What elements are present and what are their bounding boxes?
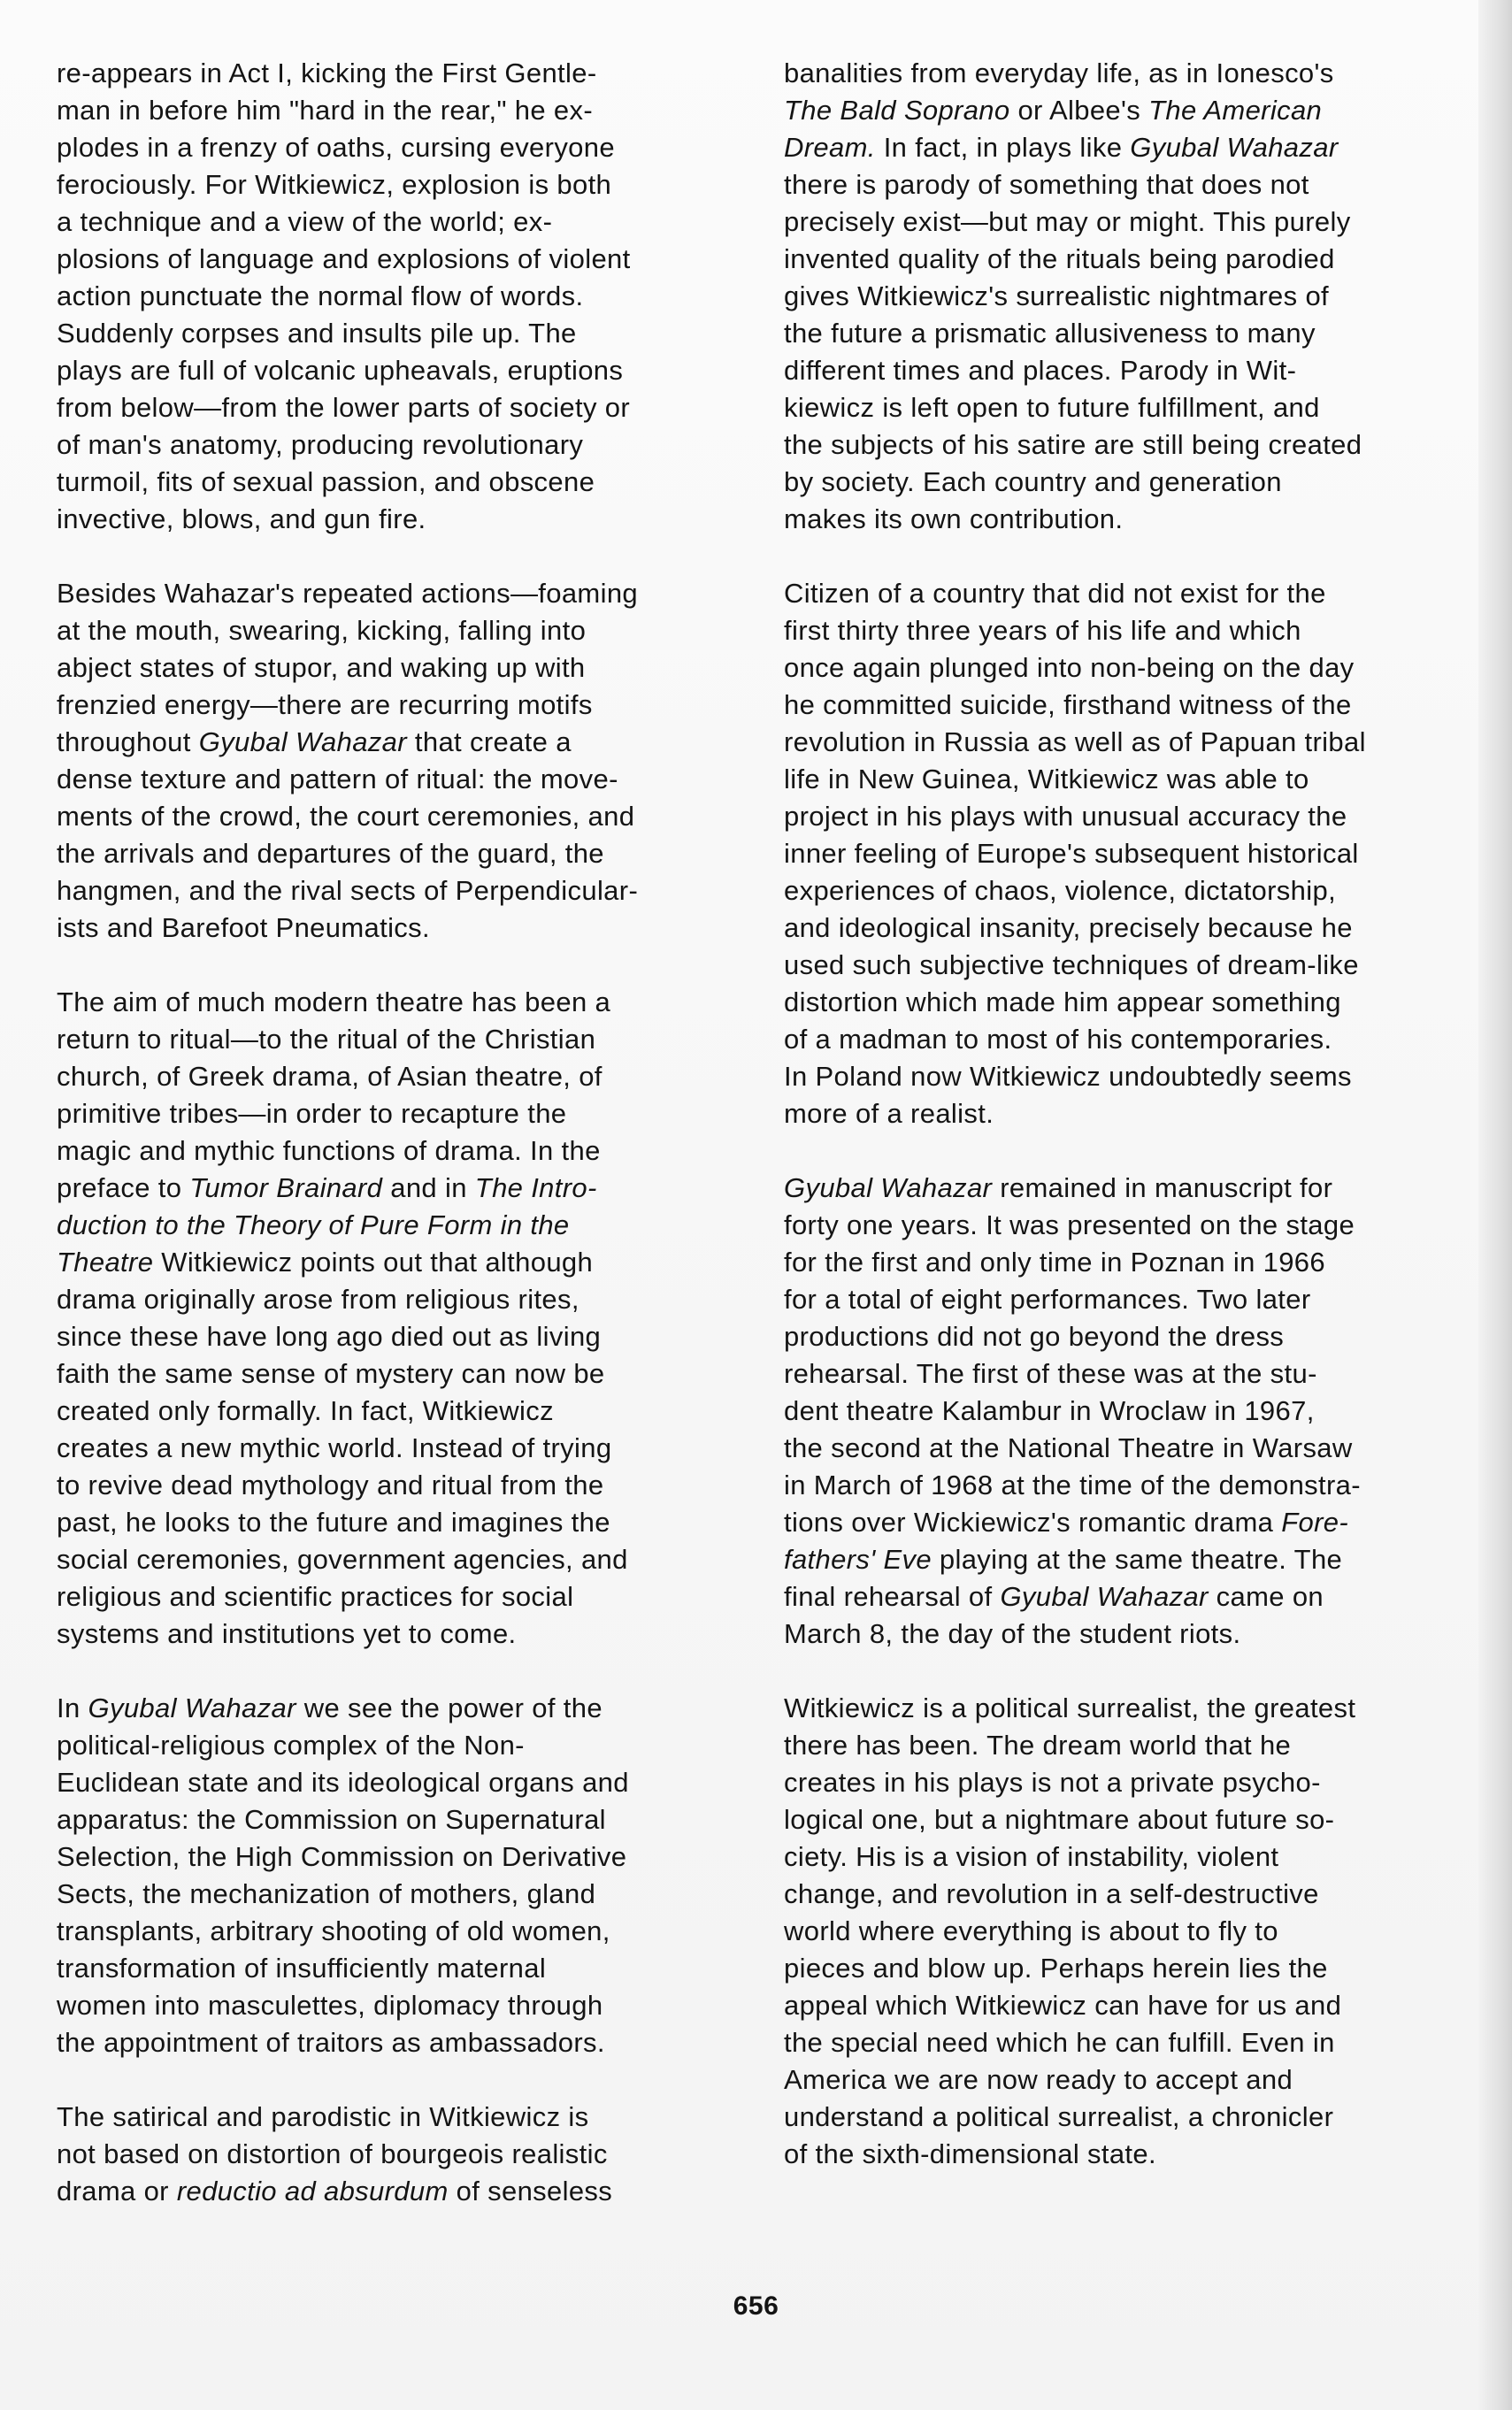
italic-title: Gyubal Wahazar xyxy=(1130,132,1339,163)
text-run: Witkiewicz points out that although drama originally arose from religious rites, since these have long ago died out as living faith the same sense of mystery can now be created only formally. In fact, Witkiewicz creates a new mythic world. Instead of trying to revive dead mythology and ritual from the past, he looks to the future and imagines the social ceremonies, government agencies, and religious and scientific practices for social systems and institutions yet to come. xyxy=(57,1247,628,1649)
paragraph-manuscript-history xyxy=(784,1170,1456,1653)
page-edge-shadow xyxy=(1478,0,1512,2410)
paragraph-citizen-of-a-country: Citizen of a country that did not exist for the first thirty three years of his life and which once again plunged into non-being on the day he committed suicide, firsthand witness of the revolution in Russia as well as of Papuan tribal life in New Guinea, Witkiewicz was able to project in his plays with unusual accuracy the inner feeling of Europe's subsequent historical experiences of chaos, violence, dictatorship, and ideological insanity, precisely because he used such subjective techniques of dream-like distortion which made him appear something of a madman to most of his contemporaries. In Poland now Witkiewicz undoubtedly seems more of a realist. xyxy=(784,578,1366,1129)
right-column xyxy=(784,55,1456,2210)
paragraph-political-surrealist: Witkiewicz is a political surrealist, the greatest there has been. The dream world that he creates in his plays is not a private psycho- logical one, but a nightmare about future so- ciety. His is a vision of instability, violent change, and revolution in a self-destructive world where everything is about to fly to pieces and blow up. Perhaps herein lies the appeal which Witkiewicz can have for us and the special need which he can fulfill. Even in America we are now ready to accept and understand a political surrealist, a chronicler of the sixth-dimensional state. xyxy=(784,1692,1356,2169)
text-run: and in xyxy=(382,1172,475,1203)
paragraph-explosions: re-appears in Act I, kicking the First Gentle- man in before him "hard in the rear," he ex- plodes in a frenzy of oaths, cursing everyone ferociously. For Witkiewicz, explosion is both a technique and a view of the world; ex- plosions of language and explosions of violent action punctuate the normal flow of words. Suddenly corpses and insults pile up. The plays are full of volcanic upheavals, eruptions from below—from the lower parts of society or of man's anatomy, producing revolutionary turmoil, fits of sexual passion, and obscene invective, blows, and gun fire. xyxy=(57,58,631,534)
paragraph-satirical-parodistic xyxy=(57,2099,729,2210)
italic-title: The Bald Soprano xyxy=(784,95,1010,126)
text-run: of senseless xyxy=(448,2176,613,2207)
page-number: 656 xyxy=(733,2291,779,2321)
paragraph-banalities xyxy=(784,55,1456,538)
paragraph-recurring-motifs xyxy=(57,575,729,947)
paragraph-return-to-ritual xyxy=(57,984,729,1653)
text-run: The satirical and parodistic in Witkiewicz is not based on distortion of bourgeois realistic drama or xyxy=(57,2101,608,2207)
italic-title: Gyubal Wahazar xyxy=(784,1172,993,1203)
text-run: or Albee's xyxy=(1009,95,1149,126)
text-run: playing at the same theatre. The final rehearsal of xyxy=(784,1544,1343,1612)
text-run: banalities from everyday life, as in Ionesco's xyxy=(784,58,1334,88)
italic-title: The American Dream. xyxy=(784,95,1323,163)
text-run: The aim of much modern theatre has been a return to ritual—to the ritual of the Christian church, of Greek drama, of Asian theatre, of primitive tribes—in order to recapture the magic and mythic functions of drama. In the preface to xyxy=(57,986,611,1203)
paragraph-non-euclidean-state xyxy=(57,1690,729,2061)
italic-title: Fore- fathers' Eve xyxy=(784,1507,1349,1575)
italic-title: Tumor Brainard xyxy=(189,1172,383,1203)
text-run: came on March 8, the day of the student riots. xyxy=(784,1581,1324,1649)
text-run: Besides Wahazar's repeated actions—foaming at the mouth, swearing, kicking, falling into abject states of stupor, and waking up with frenzied energy—there are recurring motifs throughout xyxy=(57,578,639,757)
italic-title: Gyubal Wahazar xyxy=(88,1692,296,1723)
text-run: there is parody of something that does not precisely exist—but may or might. This purely invented quality of the rituals being parodied gives Witkiewicz's surrealistic nightmares of the future a prismatic allusiveness to many different times and places. Parody in Wit- kiewicz is left open to future fulfillment, and the subjects of his satire are still being created by society. Each country and generation makes its own contribution. xyxy=(784,169,1362,534)
text-run: that create a dense texture and pattern of ritual: the move- ments of the crowd, the court ceremonies, and the arrivals and departures of the guard, the hangmen, and the rival sects of Perpendicular- ists and Barefoot Pneumatics. xyxy=(57,726,639,943)
text-run: remained in manuscript for forty one years. It was presented on the stage for the first and only time in Poznan in 1966 for a total of eight performances. Two later productions did not go beyond the dress rehearsal. The first of these was at the stu- dent theatre Kalambur in Wroclaw in 1967, the second at the National Theatre in Warsaw in March of 1968 at the time of the demonstra- tions over Wickiewicz's romantic drama xyxy=(784,1172,1361,1538)
text-run: In xyxy=(57,1692,88,1723)
italic-title: The Intro- duction to the Theory of Pure Form in the Theatre xyxy=(57,1172,597,1278)
text-run: we see the power of the political-religious complex of the Non- Euclidean state and its ideological organs and apparatus: the Commission on Supernatural Selection, the High Commission on Derivative Sects, the mechanization of mothers, gland transplants, arbitrary shooting of old women, transformation of insufficiently maternal women into masculettes, diplomacy through the appointment of traitors as ambassadors. xyxy=(57,1692,629,2058)
text-run: In fact, in plays like xyxy=(875,132,1131,163)
left-column xyxy=(57,55,729,2247)
italic-phrase: reductio ad absurdum xyxy=(176,2176,449,2207)
italic-title: Gyubal Wahazar xyxy=(1000,1581,1209,1612)
italic-title: Gyubal Wahazar xyxy=(198,726,407,757)
